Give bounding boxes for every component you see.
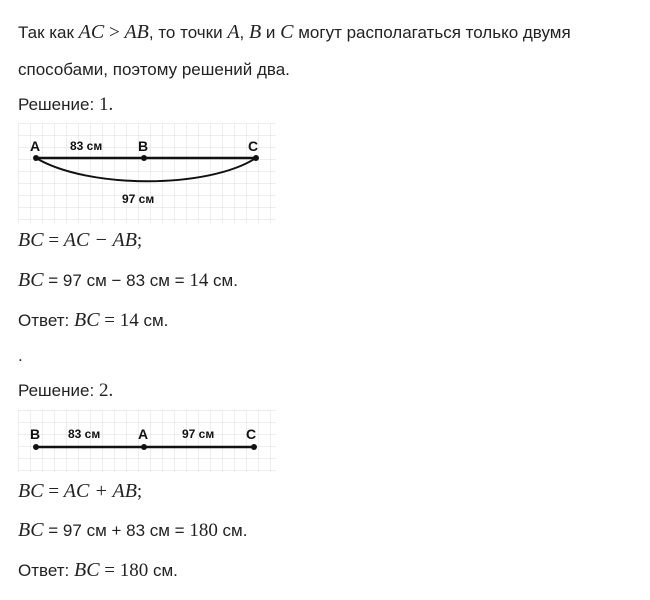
intro-line-1 <box>18 21 571 44</box>
math-bc: BC <box>18 519 44 541</box>
solution-1-heading <box>18 94 113 116</box>
heading-number: 2. <box>98 380 114 401</box>
answer-label: Ответ: <box>18 561 74 580</box>
length-ba-label: 83 см <box>68 427 101 441</box>
solution-2-answer <box>18 559 178 582</box>
math-semicolon: ; <box>136 230 143 251</box>
solution-2-calculation <box>18 519 247 542</box>
math-bc: BC <box>18 269 44 291</box>
math-semicolon: ; <box>136 481 143 502</box>
solution-1-figure <box>18 123 276 228</box>
math-eq: = <box>99 560 120 581</box>
solution-2-heading <box>18 380 113 402</box>
intro-text: , то точки <box>148 23 228 42</box>
intro-text: и <box>261 23 281 42</box>
answer-label: Ответ: <box>18 311 74 330</box>
calc-result: 14 <box>189 270 209 291</box>
math-eq: = <box>43 230 64 251</box>
intro-line-2: способами, поэтому решений два. <box>18 60 290 79</box>
math-ab: AB <box>124 21 149 43</box>
calc-result: 180 <box>189 520 218 541</box>
solution-1-calculation <box>18 269 238 292</box>
solution-2-formula <box>18 480 142 503</box>
answer-unit: см. <box>148 561 178 580</box>
point-b-dot <box>33 444 39 450</box>
math-ac-minus-ab: AC − AB <box>63 229 137 251</box>
solution-2-figure <box>18 410 276 477</box>
point-c-label: C <box>246 426 257 442</box>
point-a-label: A <box>138 426 149 442</box>
point-a-label: A <box>30 138 41 154</box>
math-bc: BC <box>73 559 100 581</box>
math-gt: > <box>104 22 125 43</box>
length-ab-label: 83 см <box>70 139 103 153</box>
math-c: C <box>280 21 294 43</box>
math-a: A <box>227 21 240 43</box>
point-b-dot <box>141 155 147 161</box>
calc-unit: см. <box>217 521 248 540</box>
length-ac-label: 97 см <box>122 192 155 206</box>
math-bc: BC <box>73 309 100 331</box>
intro-text: Так как <box>18 23 79 42</box>
heading-text: Решение: <box>18 381 99 400</box>
math-ac-plus-ab: AC + AB <box>63 480 137 502</box>
answer-unit: см. <box>138 311 169 330</box>
point-a-dot <box>141 444 147 450</box>
math-bc: BC <box>18 229 44 251</box>
separator-dot: . <box>18 346 23 365</box>
calc-text: = 97 см + 83 см = <box>43 521 190 540</box>
point-a-dot <box>33 155 39 161</box>
point-c-dot <box>251 444 257 450</box>
math-eq: = <box>99 310 120 331</box>
math-bc: BC <box>18 480 44 502</box>
diagram-1 <box>18 123 276 223</box>
intro-text: могут располагаться только двумя <box>293 23 571 42</box>
solution-1-formula <box>18 229 142 252</box>
point-c-dot <box>253 155 259 161</box>
heading-number: 1. <box>98 94 114 115</box>
heading-text: Решение: <box>18 95 99 114</box>
answer-value: 14 <box>119 310 139 331</box>
length-ac-label: 97 см <box>182 427 215 441</box>
point-c-label: C <box>248 138 259 154</box>
point-b-label: B <box>30 426 41 442</box>
math-eq: = <box>43 481 64 502</box>
diagram-2 <box>18 410 276 472</box>
math-b: B <box>248 21 262 43</box>
calc-unit: см. <box>208 271 238 290</box>
answer-value: 180 <box>119 560 149 581</box>
point-b-label: B <box>138 138 149 154</box>
solution-1-answer <box>18 309 168 332</box>
calc-text: = 97 см − 83 см = <box>43 271 190 290</box>
intro-text: , <box>239 23 249 42</box>
math-ac: AC <box>78 21 105 43</box>
